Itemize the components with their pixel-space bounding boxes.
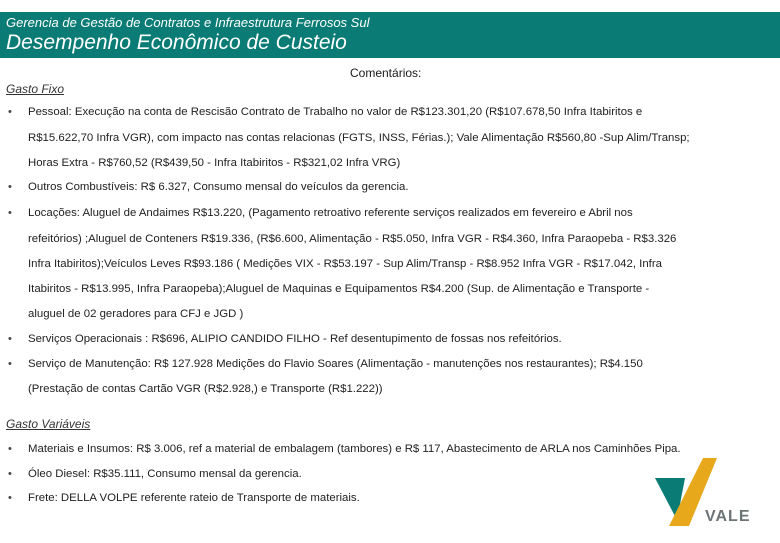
vale-logo-icon	[655, 458, 780, 538]
header-banner	[0, 12, 780, 58]
vale-logo	[655, 458, 780, 538]
bullet-marker: •	[8, 106, 12, 118]
page-title: Desempenho Econômico de Custeio	[6, 31, 347, 54]
fixed-item-locacoes-line5: aluguel de 02 geradores para CFJ e JGD )	[28, 308, 244, 320]
bullet-marker: •	[8, 492, 12, 504]
fixed-item-locacoes-line2: refeitórios) ;Aluguel de Conteners R$19.336, (R$6.600, Alimentação - R$5.050, Infra VGR - R$4.360, Infra Paraopeba - R$3.326	[28, 233, 677, 245]
bullet-marker: •	[8, 181, 12, 193]
fixed-item-combustiveis: Outros Combustíveis: R$ 6.327, Consumo mensal do veículos da gerencia.	[28, 181, 409, 193]
variable-item-oleo-diesel: Óleo Diesel: R$35.111, Consumo mensal da gerencia.	[28, 468, 302, 480]
header-subtitle: Gerencia de Gestão de Contratos e Infraestrutura Ferrosos Sul	[6, 15, 370, 30]
fixed-cost-title: Gasto Fixo	[6, 82, 65, 96]
bullet-marker: •	[8, 468, 12, 480]
fixed-item-locacoes-line1: Locações: Aluguel de Andaimes R$13.220, (Pagamento retroativo referente serviços realizados em fevereiro e Abril nos	[28, 207, 633, 219]
fixed-item-pessoal-line3: Horas Extra - R$760,52 (R$439,50 - Infra Itabiritos - R$321,02 Infra VRG)	[28, 157, 401, 169]
fixed-item-locacoes-line4: Itabiritos - R$13.995, Infra Paraopeba);Aluguel de Maquinas e Equipamentos R$4.200 (Sup. de Alimentação e Transporte -	[28, 283, 650, 295]
fixed-item-manutencao-line1: Serviço de Manutenção: R$ 127.928 Medições do Flavio Soares (Alimentação - manutenções nos restaurantes); R$4.150	[28, 358, 643, 370]
bullet-marker: •	[8, 358, 12, 370]
fixed-item-pessoal-line2: R$15.622,70 Infra VGR), com impacto nas contas relacionas (FGTS, INSS, Férias.); Vale Alimentação R$560,80 -Sup Alim/Transp;	[28, 132, 690, 144]
fixed-item-locacoes-line3: Infra Itabiritos);Veículos Leves R$93.186 ( Medições VIX - R$53.197 - Sup Alim/Transp - R$8.952 Infra VGR - R$17.042, Infra	[28, 258, 662, 270]
fixed-item-pessoal-line1: Pessoal: Execução na conta de Rescisão Contrato de Trabalho no valor de R$123.301,20 (R$107.678,50 Infra Itabiritos e	[28, 106, 643, 118]
variable-item-frete: Frete: DELLA VOLPE referente rateio de Transporte de materiais.	[28, 492, 360, 504]
fixed-item-servicos-operacionais: Serviços Operacionais : R$696, ALIPIO CANDIDO FILHO - Ref desentupimento de fossas nos refeitórios.	[28, 333, 562, 345]
variable-item-materiais: Materiais e Insumos: R$ 3.006, ref a material de embalagem (tambores) e R$ 117, Abastecimento de ARLA nos Caminhões Pipa.	[28, 443, 681, 455]
bullet-marker: •	[8, 207, 12, 219]
fixed-item-manutencao-line2: (Prestação de contas Cartão VGR (R$2.928,) e Transporte (R$1.222))	[28, 383, 383, 395]
variable-cost-title: Gasto Variáveis	[6, 417, 91, 431]
comments-label: Comentários:	[350, 66, 422, 80]
bullet-marker: •	[8, 333, 12, 345]
bullet-marker: •	[8, 443, 12, 455]
vale-logo-text: VALE	[705, 508, 751, 525]
